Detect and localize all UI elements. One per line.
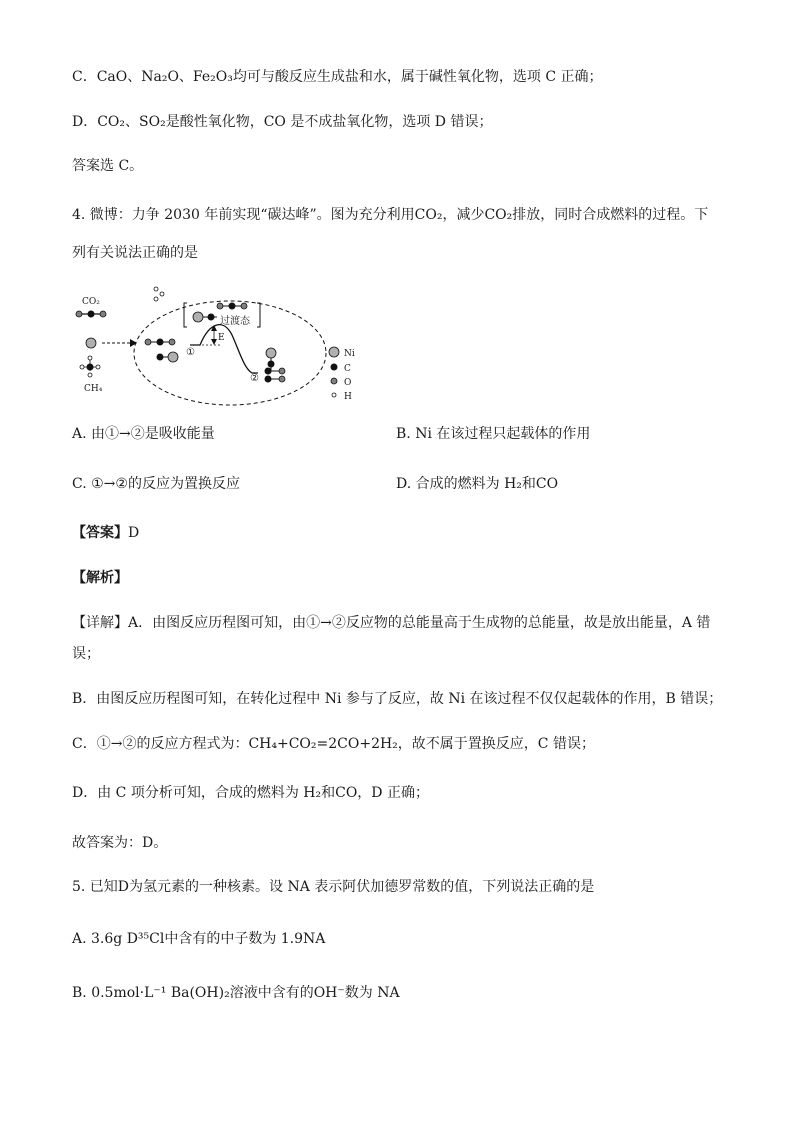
q4-option-a[interactable]: A. 由①→②是吸收能量 bbox=[72, 426, 215, 442]
detail-b: B．由图反应历程图可知，在转化过程中 Ni 参与了反应，故 Ni 在该过程不仅仅起载体的作用，B 错误； bbox=[72, 691, 723, 707]
transition-label: 过渡态 bbox=[220, 316, 250, 327]
reaction-diagram bbox=[72, 283, 362, 408]
c-swatch bbox=[331, 364, 338, 371]
energy-label: E bbox=[218, 333, 225, 343]
step2-label: ② bbox=[250, 373, 259, 384]
detail-d: D．由 C 项分析可知，合成的燃料为 H₂和CO，D 正确； bbox=[72, 785, 429, 801]
prev-answer: 答案选 C。 bbox=[72, 158, 144, 174]
answer-value: D bbox=[128, 525, 140, 541]
h2-molecules bbox=[154, 287, 164, 301]
transition-state bbox=[184, 303, 260, 328]
o-swatch bbox=[331, 378, 337, 384]
legend-c: C bbox=[344, 364, 351, 374]
co2-molecule bbox=[76, 311, 106, 318]
q4-stem-line2: 列有关说法正确的是 bbox=[72, 245, 198, 261]
reactant-molecules bbox=[145, 339, 178, 363]
ch4-molecule bbox=[80, 338, 100, 377]
detail-a-line1: 【详解】A．由图反应历程图可知，由①→②反应物的总能量高于生成物的总能量，故是放出能量，A 错 bbox=[72, 615, 711, 631]
q5-option-a[interactable]: A. 3.6g D³⁵Cl中含有的中子数为 1.9NA bbox=[72, 931, 326, 947]
q4-option-d[interactable]: D. 合成的燃料为 H₂和CO bbox=[396, 476, 559, 492]
step1-label: ① bbox=[186, 347, 195, 358]
q4-option-c[interactable]: C. ①→②的反应为置换反应 bbox=[72, 476, 240, 492]
ch4-label: CH₄ bbox=[84, 384, 103, 394]
h-swatch bbox=[332, 393, 336, 397]
ni-swatch bbox=[329, 347, 339, 357]
atom-legend bbox=[329, 347, 355, 402]
legend-ni: Ni bbox=[344, 349, 355, 359]
legend-h: H bbox=[344, 392, 352, 402]
legend-o: O bbox=[344, 378, 352, 388]
prev-option-c: C．CaO、Na₂O、Fe₂O₃均可与酸反应生成盐和水，属于碱性氧化物，选项 C 正确； bbox=[72, 69, 603, 85]
q4-stem-line1: 4. 微博：力争 2030 年前实现“碳达峰”。图为充分利用CO₂，减少CO₂排放，同时合成燃料的过程。下 bbox=[72, 207, 709, 223]
product-molecules bbox=[265, 348, 286, 383]
q4-option-b[interactable]: B. Ni 在该过程只起载体的作用 bbox=[396, 426, 591, 442]
q5-stem: 5. 已知D为氢元素的一种核素。设 NA 表示阿伏加德罗常数的值，下列说法正确的是 bbox=[72, 879, 595, 895]
prev-option-d: D．CO₂、SO₂是酸性氧化物，CO 是不成盐氧化物，选项 D 错误； bbox=[72, 114, 493, 130]
answer-tag: 【答案】 bbox=[72, 525, 128, 541]
energy-curve bbox=[190, 325, 258, 373]
q4-answer bbox=[72, 523, 139, 543]
detail-c: C．①→②的反应方程式为：CH₄+CO₂=2CO+2H₂，故不属于置换反应，C 错误； bbox=[72, 736, 595, 752]
detail-a-line2: 误； bbox=[72, 646, 100, 662]
q5-option-b[interactable]: B. 0.5mol·L⁻¹ Ba(OH)₂溶液中含有的OH⁻数为 NA bbox=[72, 985, 400, 1001]
co2-label: CO₂ bbox=[82, 297, 100, 307]
conclusion: 故答案为：D。 bbox=[72, 835, 168, 851]
analysis-tag: 【解析】 bbox=[72, 570, 128, 586]
